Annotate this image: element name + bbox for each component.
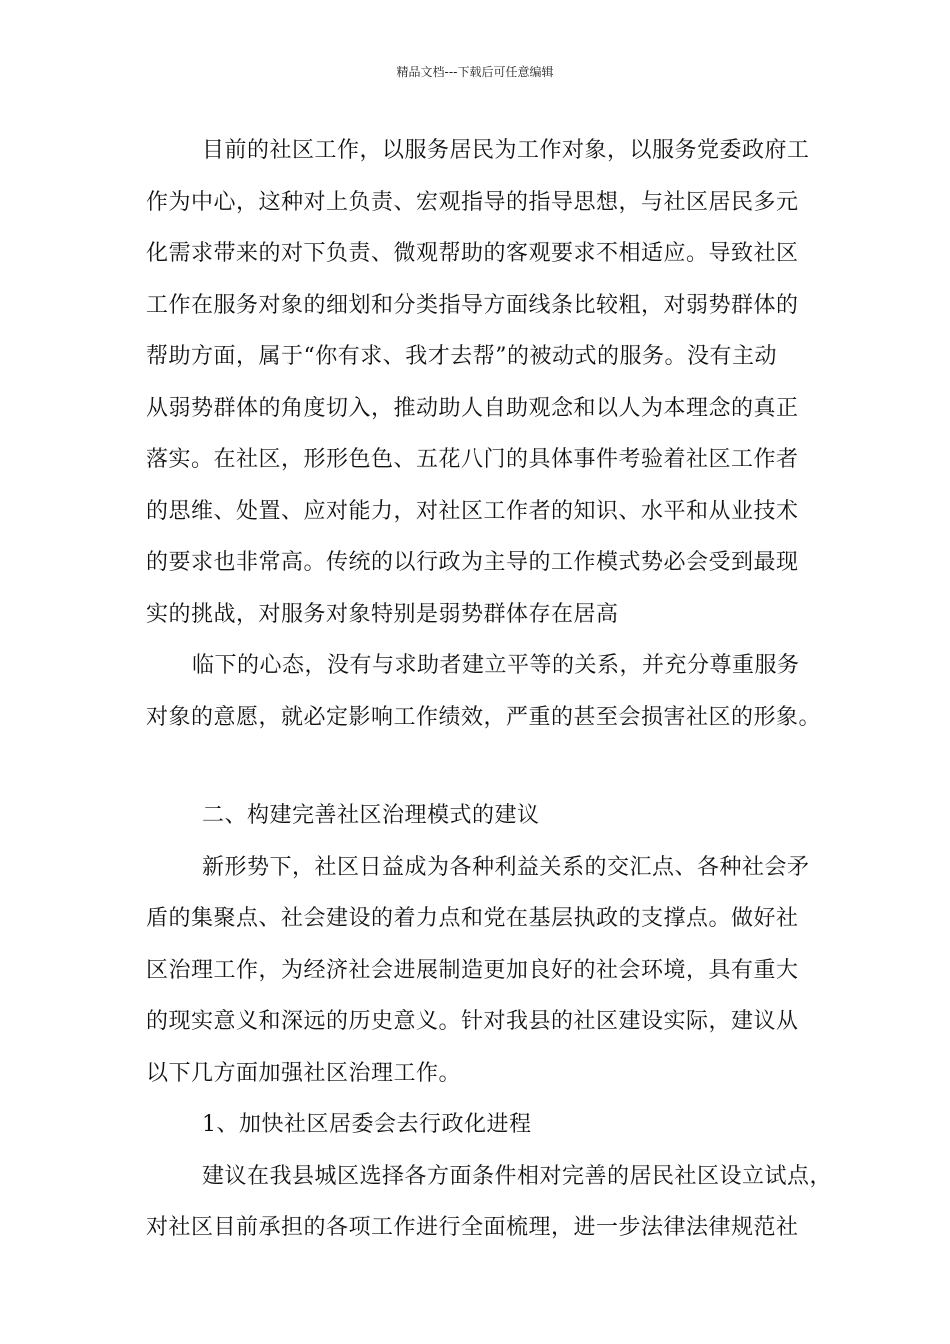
text-line: 作为中心，这种对上负责、宏观指导的指导思想，与社区居民多元 bbox=[146, 189, 799, 215]
section-spacer bbox=[146, 743, 831, 790]
section-heading bbox=[146, 790, 831, 842]
text-line: 建议在我县城区选择各方面条件相对完善的居民社区设立试点， bbox=[202, 1163, 833, 1189]
text-line: 以下几方面加强社区治理工作。 bbox=[146, 1060, 462, 1086]
text-line: 临下的心态，没有与求助者建立平等的关系，并充分尊重服务 bbox=[192, 653, 800, 678]
text-line: 帮助方面，属于“你有求、我才去帮”的被动式的服务。没有主动 bbox=[146, 344, 777, 369]
text-line: 盾的集聚点、社会建设的着力点和党在基层执政的支撑点。做好社 bbox=[146, 906, 799, 931]
text-line: 的要求也非常高。传统的以行政为主导的工作模式势必会受到最现 bbox=[146, 550, 799, 575]
text-line: 从弱势群体的角度切入，推动助人自助观念和以人为本理念的真正 bbox=[146, 395, 799, 421]
subsection-heading bbox=[146, 1099, 831, 1151]
page-header: 精品文档---下载后可任意编辑 bbox=[396, 65, 554, 79]
text-line: 对社区目前承担的各项工作进行全面梳理，进一步法律法律规范社 bbox=[146, 1215, 799, 1240]
text-line: 的现实意义和深远的历史意义。针对我县的社区建设实际，建议从 bbox=[146, 1009, 799, 1034]
document-body bbox=[146, 125, 831, 1254]
paragraph-3 bbox=[146, 842, 831, 1100]
text-line: 落实。在社区，形形色色、五花八门的具体事件考验着社区工作者 bbox=[146, 447, 799, 472]
text-line: 区治理工作，为经济社会进展制造更加良好的社会环境，具有重大 bbox=[146, 957, 799, 983]
text-line: 对象的意愿，就必定影响工作绩效，严重的甚至会损害社区的形象。 bbox=[146, 704, 822, 730]
text-line: 的思维、处置、应对能力，对社区工作者的知识、水平和从业技术 bbox=[146, 498, 799, 524]
text-line: 工作在服务对象的细划和分类指导方面线条比较粗，对弱势群体的 bbox=[146, 292, 799, 318]
subheading-text: 1、加快社区居委会去行政化进程 bbox=[202, 1112, 532, 1137]
paragraph-2 bbox=[146, 640, 831, 743]
text-line: 实的挑战，对服务对象特别是弱势群体存在居高 bbox=[146, 601, 619, 627]
heading-text: 二、构建完善社区治理模式的建议 bbox=[202, 803, 540, 828]
text-line: 新形势下，社区日益成为各种利益关系的交汇点、各种社会矛 bbox=[202, 854, 810, 880]
text-line: 目前的社区工作，以服务居民为工作对象，以服务党委政府工 bbox=[202, 138, 810, 163]
text-line: 化需求带来的对下负责、微观帮助的客观要求不相适应。导致社区 bbox=[146, 241, 799, 266]
paragraph-4 bbox=[146, 1151, 831, 1254]
paragraph-1 bbox=[146, 125, 831, 640]
